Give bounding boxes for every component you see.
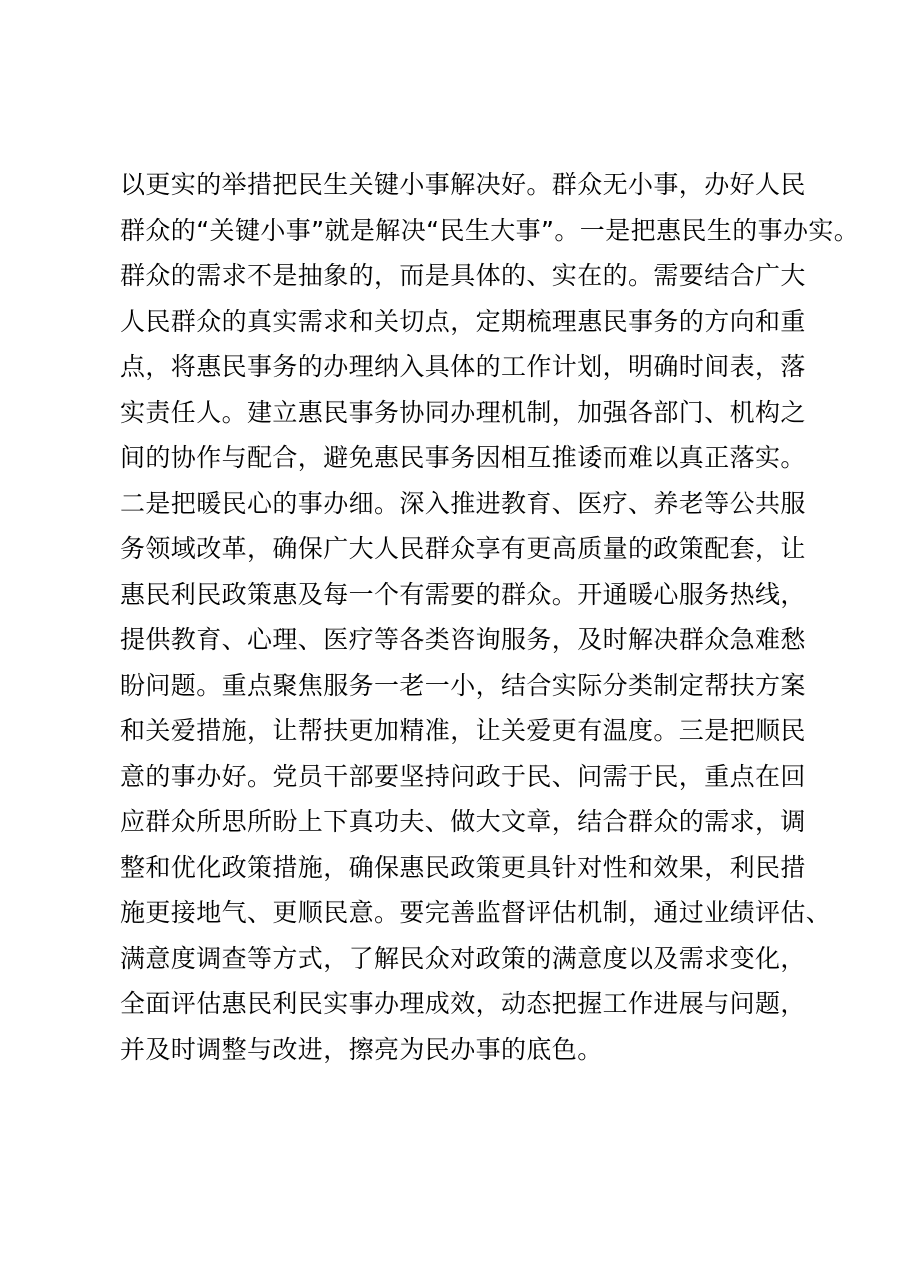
text-line: 群众的需求不是抽象的，而是具体的、实在的。需要结合广大 <box>120 261 806 290</box>
text-line: 并及时调整与改进，擦亮为民办事的底色。 <box>120 1034 603 1064</box>
text-line: 间的协作与配合，避免惠民事务因相互推诿而难以真正落实。 <box>120 443 806 472</box>
text-line: 盼问题。重点聚焦服务一老一小，结合实际分类制定帮扶方案 <box>120 670 806 700</box>
text-line: 全面评估惠民利民实事办理成效，动态把握工作进展与问题， <box>120 989 806 1018</box>
text-line: 务领域改革，确保广大人民群众享有更高质量的政策配套，让 <box>120 534 806 563</box>
text-line: 意的事办好。党员干部要坚持问政于民、问需于民，重点在回 <box>120 761 806 791</box>
text-line: 以更实的举措把民生关键小事解决好。群众无小事，办好人民 <box>120 170 806 199</box>
text-line: 实责任人。建立惠民事务协同办理机制，加强各部门、机构之 <box>120 397 806 427</box>
text-line: 整和优化政策措施，确保惠民政策更具针对性和效果，利民措 <box>120 852 806 882</box>
text-line: 满意度调查等方式，了解民众对政策的满意度以及需求变化， <box>120 943 806 973</box>
text-line: 施更接地气、更顺民意。要完善监督评估机制，通过业绩评估、 <box>120 898 832 927</box>
text-line: 点，将惠民事务的办理纳入具体的工作计划，明确时间表，落 <box>120 352 806 381</box>
text-line: 二是把暖民心的事办细。深入推进教育、医疗、养老等公共服 <box>120 488 806 518</box>
body-paragraph <box>120 162 880 1072</box>
text-line: 群众的“关键小事”就是解决“民生大事”。一是把惠民生的事办实。 <box>120 215 860 245</box>
text-line: 惠民利民政策惠及每一个有需要的群众。开通暖心服务热线， <box>120 579 806 609</box>
text-line: 提供教育、心理、医疗等各类咨询服务，及时解决群众急难愁 <box>120 625 806 654</box>
text-line: 应群众所思所盼上下真功夫、做大文章，结合群众的需求，调 <box>120 807 806 836</box>
text-line: 和关爱措施，让帮扶更加精准，让关爱更有温度。三是把顺民 <box>120 716 806 745</box>
text-line: 人民群众的真实需求和关切点，定期梳理惠民事务的方向和重 <box>120 306 806 336</box>
